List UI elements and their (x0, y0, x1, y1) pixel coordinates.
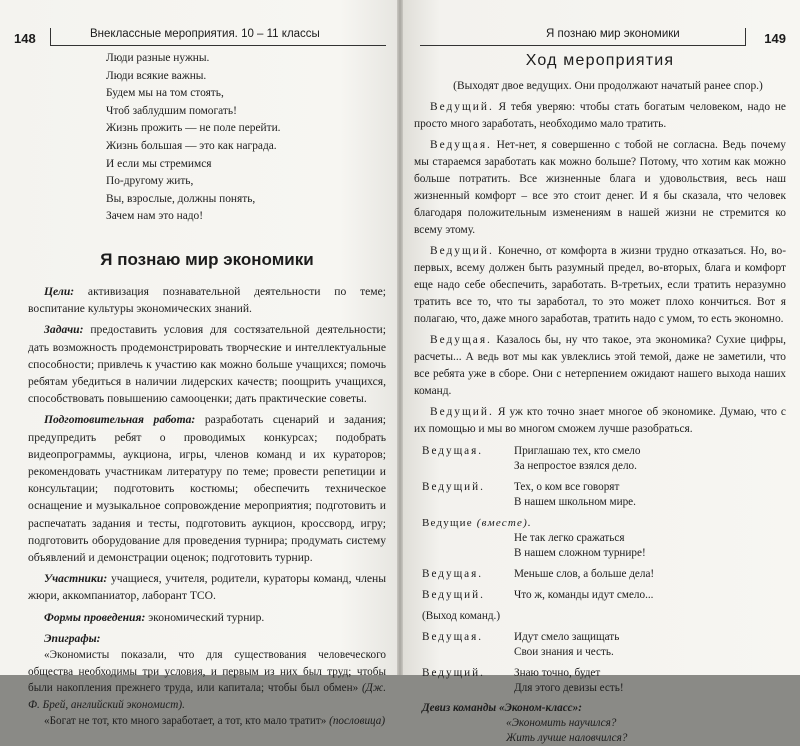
speech-text: Я уж кто точно знает многое об экономике. Думаю, что с их помощью и мы во многом сможем лучше разобраться. (414, 406, 786, 435)
poem-line: Жизнь прожить — не поле перейти. (106, 122, 281, 135)
motto-line: «Экономить научился? (506, 717, 617, 729)
motto-label: Девиз команды «Эконом-класс»: (422, 702, 582, 714)
verse-lines (514, 480, 786, 510)
verse-line: Меньше слов, а больше дела! (514, 568, 655, 580)
header-divider (50, 28, 51, 46)
section-title: Я познаю мир экономики (100, 249, 314, 269)
left-running-title: Внеклассные мероприятия. 10 – 11 классы (90, 28, 320, 40)
speaker-name: Ведущий. (422, 589, 485, 601)
epigraph-1-text: «Экономисты показали, что для существования человеческого общества необходимы три условия, и первым из них был труд; чтобы были накопления прежнего труда, или капитала; чтобы был обмен» (28, 649, 386, 695)
poem-line: Будем мы на том стоять, (106, 87, 224, 100)
speaker-name: Ведущий. (430, 245, 494, 257)
prep-text: разработать сценарий и задания; предупредить ребят о проводимых конкурсах; подобрать видеопрограммы, аукциона, игры, членов команд и их кураторов; рекомендовать участникам литературу по теме; провести репетиции и консультации; подготовить костюмы; обеспечить техническое оснащение и музыкальное сопровождение мероприятия; подготовить и распечатать задания и тесты, подготовить аукцион, кроссворд, игру; подготовить оборудование для проведения турнира; продумать систему объявлений и демонстрации оценок; подготовить турнир. (28, 413, 386, 564)
poem-line: Вы, взрослые, должны понять, (106, 192, 256, 205)
left-running-head (14, 28, 386, 46)
epigraphs-label: Эпиграфы: (44, 631, 101, 645)
right-page-content (414, 50, 786, 746)
goals-paragraph (28, 283, 386, 317)
left-page (0, 0, 400, 728)
prep-paragraph (28, 411, 386, 566)
dialog-paragraph (414, 243, 786, 328)
team-motto (414, 701, 786, 746)
left-page-content (28, 50, 386, 730)
header-rule (50, 45, 386, 46)
poem-line: Зачем нам это надо! (106, 210, 204, 223)
verse-line: Идут смело защищать (514, 631, 620, 643)
verse-lines (514, 567, 786, 582)
speaker-name: Ведущая. (430, 334, 492, 346)
speaker-name: Ведущий. (430, 101, 494, 113)
event-title: Ход мероприятия (525, 52, 675, 69)
left-page-number: 148 (14, 31, 36, 46)
participants-text: учащиеся, учителя, родители, кураторы команд, члены жюри, аккомпаниатор, лаборант ТСО. (28, 572, 386, 603)
right-page-number: 149 (764, 31, 786, 46)
speaker-name: Ведущая. (430, 139, 492, 151)
poem-line: И если мы стремимся (106, 157, 212, 170)
speaker-name: Ведущая. (422, 568, 484, 580)
verse-line: Для этого девизы есть! (514, 682, 624, 694)
goals-label: Цели: (44, 284, 75, 298)
poem-line: Жизнь большая — это как награда. (106, 139, 277, 152)
speech-text: Я тебя уверяю: чтобы стать богатым человеком, надо не просто много заработать, необходимо мало тратить. (414, 101, 786, 130)
speaker-note: (вместе). (476, 517, 532, 529)
poem-line: Чтоб заблудшим помогать! (106, 104, 237, 117)
participants-paragraph (28, 570, 386, 604)
dialog-paragraph (414, 137, 786, 239)
tasks-label: Задачи: (44, 323, 84, 337)
stage-direction: (Выходят двое ведущих. Они продолжают начатый ранее спор.) (453, 80, 763, 92)
verse-line: Знаю точно, будет (514, 667, 601, 679)
verse-lines (514, 588, 786, 603)
speaker-name: Ведущий. (422, 667, 485, 679)
poem-line: По-другому жить, (106, 175, 194, 188)
verse-lines (514, 444, 786, 474)
verse-lines (514, 630, 786, 660)
speaker-name: Ведущий. (422, 481, 485, 493)
header-divider (745, 28, 746, 46)
epigraph-1 (28, 647, 386, 713)
epigraph-2-text: «Богат не тот, кто много заработает, а тот, кто мало тратит» (44, 715, 330, 728)
epigraph-2-author: (пословица) (329, 715, 386, 728)
right-running-head (414, 28, 786, 46)
verse-line: Свои знания и честь. (514, 646, 614, 658)
epigraph-1-author: (Дж. Ф. Брей, английский экономист). (28, 682, 386, 711)
form-text: экономический турнир. (145, 610, 265, 624)
stage-direction: (Выход команд.) (422, 610, 501, 622)
verse-lines (514, 516, 786, 561)
speaker-name: Ведущие (вместе). (422, 517, 532, 529)
dialog-paragraph (414, 332, 786, 400)
tasks-text: предоставить условия для состязательной деятельности; дать возможность продемонстрировать творческие и интеллектуальные способности; привлечь к участию как можно больше учащихся; помочь ребятам убедиться в наличии лидерских качеств; поощрить учащихся, способствовать повышению самооценки; дать практические советы. (28, 323, 386, 406)
poem-line: Люди разные нужны. (106, 52, 210, 64)
speaker-name: Ведущий. (430, 406, 494, 418)
book-gutter (397, 0, 403, 675)
poem (106, 50, 386, 226)
dialog-paragraph (414, 404, 786, 438)
goals-text: активизация познавательной деятельности по теме; воспитание культуры экономических знаний. (28, 284, 386, 316)
speech-text: Казалось бы, ну что такое, эта экономика? Сухие цифры, расчеты... А ведь вот мы как увлеклись этой темой, даже не заметили, что все ребята уже в сборе. Они с нетерпением ожидают нашего выхода наших команд. (414, 334, 786, 397)
motto-line: Жить лучше наловчился? (506, 732, 628, 744)
participants-label: Участники: (44, 572, 108, 586)
verse-line: Тех, о ком все говорят (514, 481, 620, 493)
verse-line: Приглашаю тех, кто смело (514, 445, 641, 457)
verse-line: За непростое взялся дело. (514, 460, 637, 472)
right-page (400, 0, 800, 744)
verse-line: Что ж, команды идут смело... (514, 589, 654, 601)
verse-line: В нашем школьном мире. (514, 496, 636, 508)
verse-lines (514, 666, 786, 696)
form-paragraph (28, 609, 386, 626)
form-label: Формы проведения: (44, 610, 146, 624)
epigraph-2 (28, 713, 386, 730)
speaker-name: Ведущая. (422, 445, 484, 457)
speaker-name: Ведущая. (422, 631, 484, 643)
prep-label: Подготовительная работа: (44, 413, 196, 427)
poem-line: Люди всякие важны. (106, 69, 207, 82)
speech-text: Нет-нет, я совершенно с тобой не согласна. Ведь почему мы стараемся заработать как можно больше? Потому, что хотим как можно больше потратить. Все жизненные блага и удовольствия, весь наш жизненный комфорт – все это стоит денег. И я бы сказала, что человек благодаря положительным изменениям в нашей жизни не стремится ко всему этому. (414, 139, 786, 236)
right-running-title: Я познаю мир экономики (546, 28, 680, 40)
speech-text: Конечно, от комфорта в жизни трудно отказаться. Но, во-первых, всему должен быть разумный предел, во-вторых, блага и комфорт еще надо себе обеспечить, заработать. В-третьих, если тратить неразумно тратить все то, что ты заработал, то это может плохо кончиться. Вот я полагаю, что, даже много заработав, тратить надо с умом, то есть экономно. (414, 245, 786, 325)
dialog-paragraph (414, 99, 786, 133)
header-rule (420, 45, 746, 46)
verse-line: Не так легко сражаться (514, 532, 625, 544)
tasks-paragraph (28, 321, 386, 407)
epigraphs-heading (28, 630, 386, 647)
verse-dialog (422, 444, 786, 696)
verse-line: В нашем сложном турнире! (514, 547, 646, 559)
